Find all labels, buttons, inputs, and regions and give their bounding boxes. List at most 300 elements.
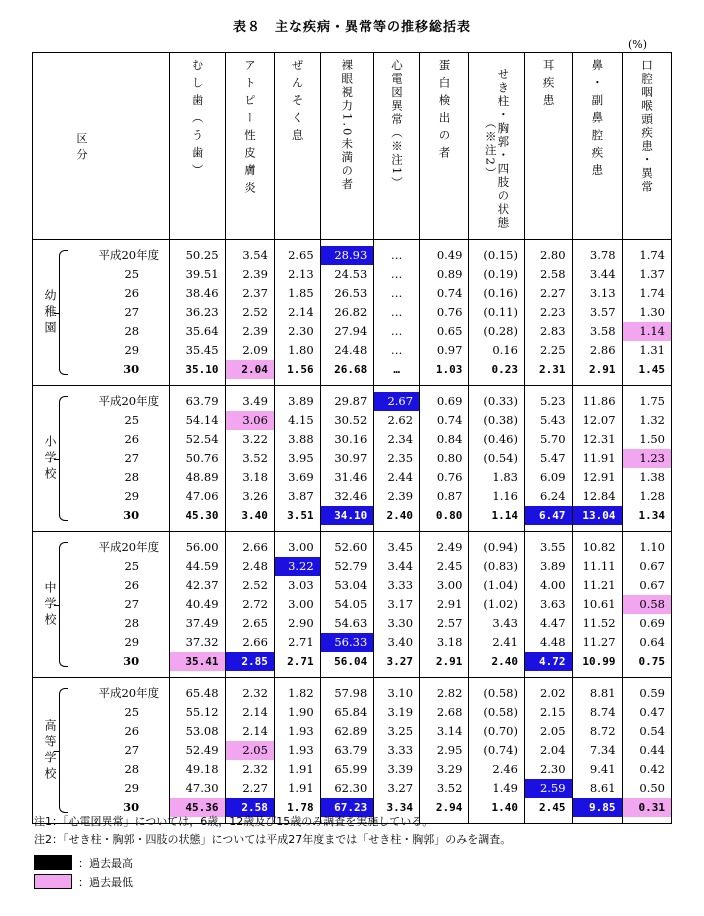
group-brace (59, 688, 68, 813)
table-cell: 24.53 (334, 267, 368, 281)
col-header-7 (524, 53, 572, 240)
table-cell: 11.86 (582, 394, 616, 408)
table-cell: 1.75 (639, 394, 665, 408)
group-row-0 (33, 240, 672, 386)
col-header-1 (225, 53, 274, 240)
table-cell: 65.48 (185, 686, 219, 700)
table-cell: (0.58) (483, 686, 518, 700)
table-cell: 2.71 (288, 635, 314, 649)
year-label: 30 (123, 508, 140, 522)
table-cell: 2.48 (242, 559, 268, 573)
col-header-2 (274, 53, 320, 240)
table-cell: 11.11 (582, 559, 616, 573)
table-cell: 3.13 (589, 286, 616, 300)
year-label: 28 (124, 324, 140, 338)
year-cell (68, 240, 170, 386)
table-cell: (0.19) (483, 267, 518, 281)
table-cell: 0.59 (639, 686, 665, 700)
table-cell: 3.45 (387, 540, 414, 554)
table-cell: 3.57 (589, 305, 616, 319)
note-1: 注1：「心電図異常」については，6歳，12歳及び15歳のみ調査を実施している。 (34, 815, 434, 828)
table-cell: 63.79 (185, 394, 219, 408)
table-cell: 2.82 (436, 686, 463, 700)
col-header-4 (374, 53, 420, 240)
data-column-4 (374, 532, 420, 678)
table-cell: 11.91 (582, 451, 616, 465)
table-cell: 3.19 (387, 705, 414, 719)
table-cell: 9.41 (589, 762, 616, 776)
data-column-6 (469, 386, 525, 532)
table-cell: … (390, 343, 403, 357)
data-column-2 (274, 386, 320, 532)
table-cell: 8.74 (589, 705, 616, 719)
table-cell: 1.90 (288, 705, 314, 719)
corner-header: 区 分 (33, 53, 170, 240)
data-column-0 (170, 386, 225, 532)
table-cell: 2.31 (539, 363, 566, 376)
table-cell: 1.85 (288, 286, 314, 300)
table-cell: 0.76 (436, 470, 463, 484)
group-brace (59, 396, 68, 521)
col-header-label: 口腔咽喉頭疾患・異常 (640, 59, 655, 194)
table-cell: 2.94 (435, 801, 463, 814)
table-cell: 3.54 (242, 248, 268, 262)
table-cell: 2.25 (539, 343, 566, 357)
table-cell: 0.42 (639, 762, 665, 776)
data-column-5 (420, 240, 469, 386)
table-cell: 0.65 (436, 324, 463, 338)
table-cell: 31.46 (334, 470, 368, 484)
table-cell: 3.26 (242, 489, 268, 503)
table-cell: 56.33 (321, 633, 374, 652)
table-cell: 0.58 (623, 595, 671, 614)
table-cell: 67.23 (321, 798, 374, 817)
table-cell: 35.10 (185, 363, 219, 376)
table-cell: 3.51 (287, 509, 314, 522)
table-cell: (0.58) (483, 705, 518, 719)
table-cell: 2.32 (242, 762, 268, 776)
table-cell: 30.16 (334, 432, 368, 446)
table-cell: 2.14 (242, 705, 268, 719)
table-cell: 2.41 (492, 635, 518, 649)
table-cell: 2.37 (242, 286, 268, 300)
table-cell: 2.58 (226, 798, 274, 817)
table-cell: 3.52 (242, 451, 268, 465)
table-cell: 3.10 (387, 686, 414, 700)
table-cell: 26.53 (334, 286, 368, 300)
table-cell: 1.16 (492, 489, 518, 503)
table-cell: 44.59 (185, 559, 219, 573)
group-label-cell (33, 386, 69, 532)
table-cell: 10.82 (582, 540, 616, 554)
year-label: 29 (124, 635, 140, 649)
table-cell: 2.40 (386, 509, 414, 522)
group-label-cell (33, 532, 69, 678)
table-cell: … (390, 248, 403, 262)
table-cell: … (390, 305, 403, 319)
table-cell: 8.81 (589, 686, 616, 700)
year-label: 平成20年度 (98, 686, 160, 700)
table-cell: 2.45 (436, 559, 463, 573)
year-label: 26 (124, 286, 140, 300)
year-label: 29 (124, 781, 140, 795)
table-cell: 2.30 (288, 324, 314, 338)
col-header-5 (420, 53, 469, 240)
table-cell: 2.39 (242, 324, 268, 338)
year-label: 28 (124, 616, 140, 630)
table-cell: 36.23 (185, 305, 219, 319)
table-cell: 38.46 (185, 286, 219, 300)
table-cell: 2.80 (539, 248, 566, 262)
table-cell: 2.68 (436, 705, 463, 719)
legend-low-label: ：過去最低 (78, 875, 133, 889)
table-cell: 52.79 (334, 559, 368, 573)
data-column-8 (572, 240, 622, 386)
table-cell: 4.00 (539, 578, 566, 592)
table-cell: 3.03 (288, 578, 314, 592)
unit-label: (%) (628, 38, 648, 51)
data-column-0 (170, 240, 225, 386)
year-label: 平成20年度 (98, 394, 160, 408)
table-cell: 0.67 (639, 578, 665, 592)
data-column-1 (225, 678, 274, 824)
table-cell: 2.14 (288, 305, 314, 319)
table-cell: 2.72 (242, 597, 268, 611)
table-cell: 3.40 (387, 635, 414, 649)
table-cell: 4.72 (525, 652, 572, 671)
table-cell: 1.30 (639, 305, 665, 319)
table-cell: 37.49 (185, 616, 219, 630)
data-column-9 (622, 386, 671, 532)
data-column-6 (469, 532, 525, 678)
year-label: 29 (124, 489, 140, 503)
table-cell: 2.58 (539, 267, 566, 281)
data-column-1 (225, 240, 274, 386)
table-cell: 1.80 (288, 343, 314, 357)
data-column-9 (622, 532, 671, 678)
table-cell: 0.76 (436, 305, 463, 319)
col-header-9 (622, 53, 671, 240)
table-cell: 3.25 (387, 724, 414, 738)
table-cell: 40.49 (185, 597, 219, 611)
table-cell: 8.72 (589, 724, 616, 738)
table-cell: (0.16) (483, 286, 518, 300)
table-cell: 2.52 (242, 578, 268, 592)
table-cell: 54.14 (185, 413, 219, 427)
table-cell: 62.30 (334, 781, 368, 795)
col-header-8 (572, 53, 622, 240)
data-column-3 (320, 678, 374, 824)
table-cell: 3.00 (436, 578, 463, 592)
table-cell: 39.51 (185, 267, 219, 281)
table-cell: 0.31 (623, 798, 671, 817)
legend-low (34, 871, 133, 890)
table-cell: (0.54) (483, 451, 518, 465)
table-cell: 1.32 (639, 413, 665, 427)
table-cell: 37.32 (185, 635, 219, 649)
table-cell: 12.84 (582, 489, 616, 503)
table-cell: 0.97 (436, 343, 463, 357)
table-cell: 3.88 (288, 432, 314, 446)
data-column-2 (274, 240, 320, 386)
table-cell: 1.82 (288, 686, 314, 700)
table-cell: 62.89 (334, 724, 368, 738)
table-cell: 2.05 (539, 724, 566, 738)
table-cell: (1.02) (483, 597, 518, 611)
data-column-8 (572, 386, 622, 532)
table-cell: 0.80 (436, 451, 463, 465)
table-cell: 10.99 (582, 655, 616, 668)
group-row-3 (33, 678, 672, 824)
year-cell (68, 532, 170, 678)
legend-high-label: ：過去最高 (78, 856, 133, 870)
table-cell: 0.50 (639, 781, 665, 795)
col-header-label: アトピー性皮膚炎 (243, 59, 258, 199)
table-cell: 6.09 (539, 470, 566, 484)
table-cell: 26.82 (334, 305, 368, 319)
table-cell: 2.14 (242, 724, 268, 738)
table-cell: 0.54 (639, 724, 665, 738)
table-cell: 45.36 (170, 798, 224, 817)
data-column-3 (320, 240, 374, 386)
group-label-cell (33, 678, 69, 824)
table-cell: 63.79 (334, 743, 368, 757)
table-cell: 53.08 (185, 724, 219, 738)
table-cell: 2.13 (288, 267, 314, 281)
table-cell: 2.02 (539, 686, 566, 700)
table-cell: 3.49 (242, 394, 268, 408)
table-cell: (0.46) (483, 432, 518, 446)
year-label: 平成20年度 (98, 248, 160, 262)
table-cell: 0.89 (436, 267, 463, 281)
table-cell: 1.74 (639, 248, 665, 262)
table-cell: 29.87 (334, 394, 368, 408)
col-header-label: 心電図異常（※注1） (389, 59, 404, 190)
table-cell: 2.66 (242, 635, 268, 649)
table-cell: 1.91 (288, 781, 314, 795)
table-cell: 55.12 (185, 705, 219, 719)
table-cell: 50.25 (185, 248, 219, 262)
table-cell: 1.83 (492, 470, 518, 484)
table-cell: 13.04 (573, 506, 622, 525)
table-cell: … (390, 324, 403, 338)
table-cell: 2.86 (589, 343, 616, 357)
table-cell: 0.69 (436, 394, 463, 408)
group-label-cell (33, 240, 69, 386)
table-cell: 2.62 (387, 413, 414, 427)
table-cell: 27.94 (334, 324, 368, 338)
year-label: 25 (124, 413, 140, 427)
year-cell (68, 386, 170, 532)
year-label: 30 (123, 362, 140, 376)
table-cell: 2.15 (539, 705, 566, 719)
table-cell: 1.38 (639, 470, 665, 484)
col-header-label: ぜんそく息 (290, 59, 305, 147)
table-cell: 5.43 (539, 413, 566, 427)
table-cell: 3.33 (387, 743, 414, 757)
table-cell: 1.93 (288, 743, 314, 757)
group-label: 中学校 (43, 580, 58, 629)
table-cell: 2.39 (242, 267, 268, 281)
table-cell: 6.24 (539, 489, 566, 503)
data-column-0 (170, 532, 225, 678)
table-cell: 1.31 (639, 343, 665, 357)
table-cell: 2.05 (226, 741, 274, 760)
table-cell: 1.56 (287, 363, 314, 376)
table-cell: 2.27 (539, 286, 566, 300)
data-column-4 (374, 240, 420, 386)
table-cell: 3.00 (288, 597, 314, 611)
note-2: 注2：「せき柱・胸郭・四肢の状態」については平成27年度までは「せき柱・胸郭」のみを調査。 (34, 833, 512, 846)
table-cell: 1.14 (491, 509, 518, 522)
table-cell: 35.64 (185, 324, 219, 338)
table-cell: 2.04 (539, 743, 566, 757)
table-cell: 0.47 (639, 705, 665, 719)
table-cell: 2.45 (539, 801, 566, 814)
table-cell: 2.49 (436, 540, 463, 554)
table-cell: 0.87 (436, 489, 463, 503)
data-column-5 (420, 678, 469, 824)
table-cell: 11.52 (582, 616, 616, 630)
year-label: 25 (124, 559, 140, 573)
table-cell: 0.74 (436, 286, 463, 300)
table-cell: 2.65 (242, 616, 268, 630)
table-cell: 2.91 (435, 655, 463, 668)
year-label: 27 (124, 305, 140, 319)
table-title: 表８ 主な疾病・異常等の推移総括表 (232, 20, 471, 35)
disease-trend-table (32, 52, 672, 824)
table-cell: 30.97 (334, 451, 368, 465)
group-row-2 (33, 532, 672, 678)
table-cell: 1.74 (639, 286, 665, 300)
table-cell: (0.11) (483, 305, 518, 319)
table-cell: 4.48 (539, 635, 566, 649)
table-cell: 49.18 (185, 762, 219, 776)
year-label: 29 (124, 343, 140, 357)
table-cell: 3.33 (387, 578, 414, 592)
table-cell: 3.58 (589, 324, 616, 338)
table-cell: 0.75 (638, 655, 665, 668)
table-cell: 2.34 (387, 432, 414, 446)
table-cell: 2.59 (525, 779, 572, 798)
year-label: 25 (124, 267, 140, 281)
table-cell: 3.18 (242, 470, 268, 484)
table-cell: 34.10 (321, 506, 374, 525)
year-label: 27 (124, 597, 140, 611)
table-cell: 50.76 (185, 451, 219, 465)
table-cell: 3.22 (275, 557, 320, 576)
year-label: 28 (124, 470, 140, 484)
table-cell: (1.04) (483, 578, 518, 592)
table-cell: 2.35 (387, 451, 414, 465)
col-header-label: 鼻・副鼻腔疾患 (590, 59, 605, 182)
table-cell: 52.60 (334, 540, 368, 554)
data-column-7 (524, 386, 572, 532)
table-body (33, 240, 672, 824)
table-cell: 3.29 (436, 762, 463, 776)
table-cell: … (390, 267, 403, 281)
table-cell: 35.41 (170, 652, 224, 671)
table-cell: 42.37 (185, 578, 219, 592)
data-column-2 (274, 678, 320, 824)
table-cell: 2.23 (539, 305, 566, 319)
table-cell: 1.23 (623, 449, 671, 468)
group-label: 高等学校 (43, 718, 58, 783)
table-cell: 2.40 (491, 655, 518, 668)
table-cell: 3.63 (539, 597, 566, 611)
table-cell: 45.30 (185, 509, 219, 522)
legend-high-swatch (34, 855, 72, 870)
table-cell: 47.30 (185, 781, 219, 795)
data-column-4 (374, 386, 420, 532)
table-cell: 2.32 (242, 686, 268, 700)
table-cell: 0.74 (436, 413, 463, 427)
table-cell: 10.61 (582, 597, 616, 611)
table-cell: 24.48 (334, 343, 368, 357)
table-cell: 2.65 (288, 248, 314, 262)
year-label: 平成20年度 (98, 540, 160, 554)
data-column-6 (469, 678, 525, 824)
table-cell: 47.06 (185, 489, 219, 503)
group-row-1 (33, 386, 672, 532)
table-cell: 3.00 (288, 540, 314, 554)
table-cell: 12.07 (582, 413, 616, 427)
table-cell: 1.34 (638, 509, 665, 522)
table-cell: 2.91 (589, 363, 616, 376)
table-cell: 3.95 (288, 451, 314, 465)
table-cell: 3.87 (288, 489, 314, 503)
table-cell: 2.71 (287, 655, 314, 668)
data-column-0 (170, 678, 225, 824)
data-column-5 (420, 532, 469, 678)
table-cell: 1.50 (639, 432, 665, 446)
table-cell: 56.00 (185, 540, 219, 554)
table-cell: 5.47 (539, 451, 566, 465)
legend-low-swatch (34, 874, 72, 889)
table-cell: 30.52 (334, 413, 368, 427)
year-cell (68, 678, 170, 824)
data-column-8 (572, 678, 622, 824)
table-cell: 3.89 (539, 559, 566, 573)
table-cell: 1.10 (639, 540, 665, 554)
table-cell: (0.15) (483, 248, 518, 262)
col-header-label: せき柱・胸郭・四肢の状態（※注2） (483, 68, 511, 230)
group-label: 小学校 (43, 434, 58, 483)
table-cell: (0.74) (483, 743, 518, 757)
year-label: 30 (123, 800, 140, 814)
table-cell: 3.52 (436, 781, 463, 795)
table-cell: … (393, 363, 400, 376)
table-cell: 12.31 (582, 432, 616, 446)
data-column-5 (420, 386, 469, 532)
table-cell: 4.15 (288, 413, 314, 427)
table-cell: 2.67 (374, 392, 419, 411)
table-cell: 2.44 (387, 470, 414, 484)
table-cell: 12.91 (582, 470, 616, 484)
table-cell: 3.06 (226, 411, 274, 430)
table-cell: 1.49 (492, 781, 518, 795)
table-cell: 3.17 (387, 597, 414, 611)
table-cell: 3.69 (288, 470, 314, 484)
table-cell: 7.34 (589, 743, 616, 757)
table-cell: (0.94) (483, 540, 518, 554)
col-header-label: 裸眼視力1.0未満の者 (340, 59, 355, 192)
table-cell: 2.04 (226, 360, 274, 379)
table-cell: 9.85 (573, 798, 622, 817)
notes (34, 813, 511, 849)
table-cell: 3.34 (386, 801, 414, 814)
table-cell: 2.30 (539, 762, 566, 776)
